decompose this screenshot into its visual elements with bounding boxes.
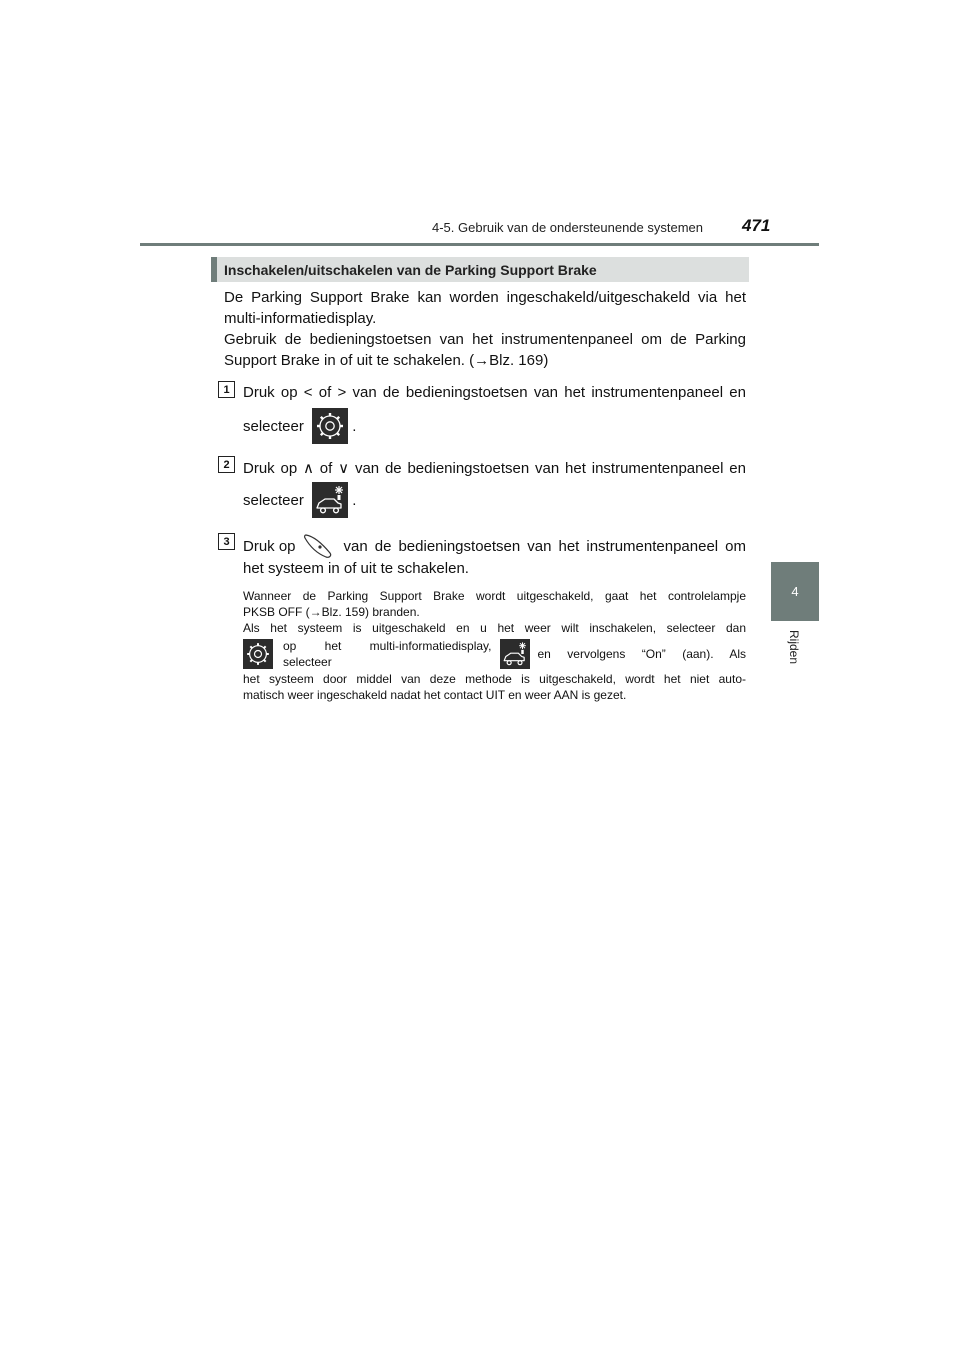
step-3-line1 [243,533,746,559]
chapter-tab [771,562,819,621]
parking-support-brake-icon [312,482,348,518]
parking-support-brake-icon [500,639,530,669]
step-2-line2 [243,482,746,518]
step-number-3: 3 [218,533,235,550]
header-divider [140,243,819,246]
note-line4 [243,638,746,670]
enter-button-icon [302,533,338,559]
step-2-line: Druk op ∧ of ∨ van de bedieningstoetsen van het instrumentenpaneel en [243,460,746,477]
step-1-period: . [352,417,357,435]
settings-gear-icon [243,639,273,669]
note-line: matisch weer ingeschakeld nadat het contact UIT en weer AAN is gezet. [243,688,627,702]
step-number-1: 1 [218,381,235,398]
note-line4-a: op het multi-informatiedisplay, selecteer [283,639,492,669]
note-line: Wanneer de Parking Support Brake wordt uitgeschakeld, gaat het controlelampje [243,589,746,603]
note-line: het systeem door middel van deze methode is uitgeschakeld, wordt het niet auto- [243,672,746,686]
header-section-path: 4-5. Gebruik van de ondersteunende systemen [432,220,704,235]
step-1-line2 [243,408,746,444]
note-line4-b: en vervolgens “On” (aan). Als [537,647,746,661]
note-block-end [243,671,746,703]
step-3-line: het systeem in of uit te schakelen. [243,560,469,577]
note-block [243,588,746,636]
chapter-label: Rijden [787,630,801,665]
chapter-number: 4 [791,584,799,599]
step-2-select-label: selecteer [243,491,304,509]
settings-gear-icon [312,408,348,444]
step-number-2: 2 [218,456,235,473]
intro-line: multi-informatiedisplay. [224,310,377,327]
note-line: Als het systeem is uitgeschakeld en u het weer wilt inschakelen, selecteer dan [243,621,746,635]
step-3-line2 [243,558,746,579]
step-2-text [243,458,746,479]
step-1-line: Druk op < of > van de bedieningstoetsen van het instrumentenpaneel en [243,384,746,401]
step-3-press-label: Druk op [243,537,296,555]
intro-line: De Parking Support Brake kan worden ingeschakeld/uitgeschakeld via het [224,289,746,306]
step-2-period: . [352,491,357,509]
section-title: Inschakelen/uitschakelen van de Parking Support Brake [224,262,597,278]
intro-line: Support Brake in of uit te schakelen. (→Blz. 169) [224,352,549,369]
step-1-text [243,382,746,403]
step-1-select-label: selecteer [243,417,304,435]
page-number: 471 [742,216,771,235]
intro-paragraph [224,287,746,371]
step-3-line1-rest: van de bedieningstoetsen van het instrumentenpaneel om [343,537,746,555]
intro-line: Gebruik de bedieningstoetsen van het instrumentenpaneel om de Parking [224,331,746,348]
note-line: PKSB OFF (→Blz. 159) branden. [243,605,420,619]
